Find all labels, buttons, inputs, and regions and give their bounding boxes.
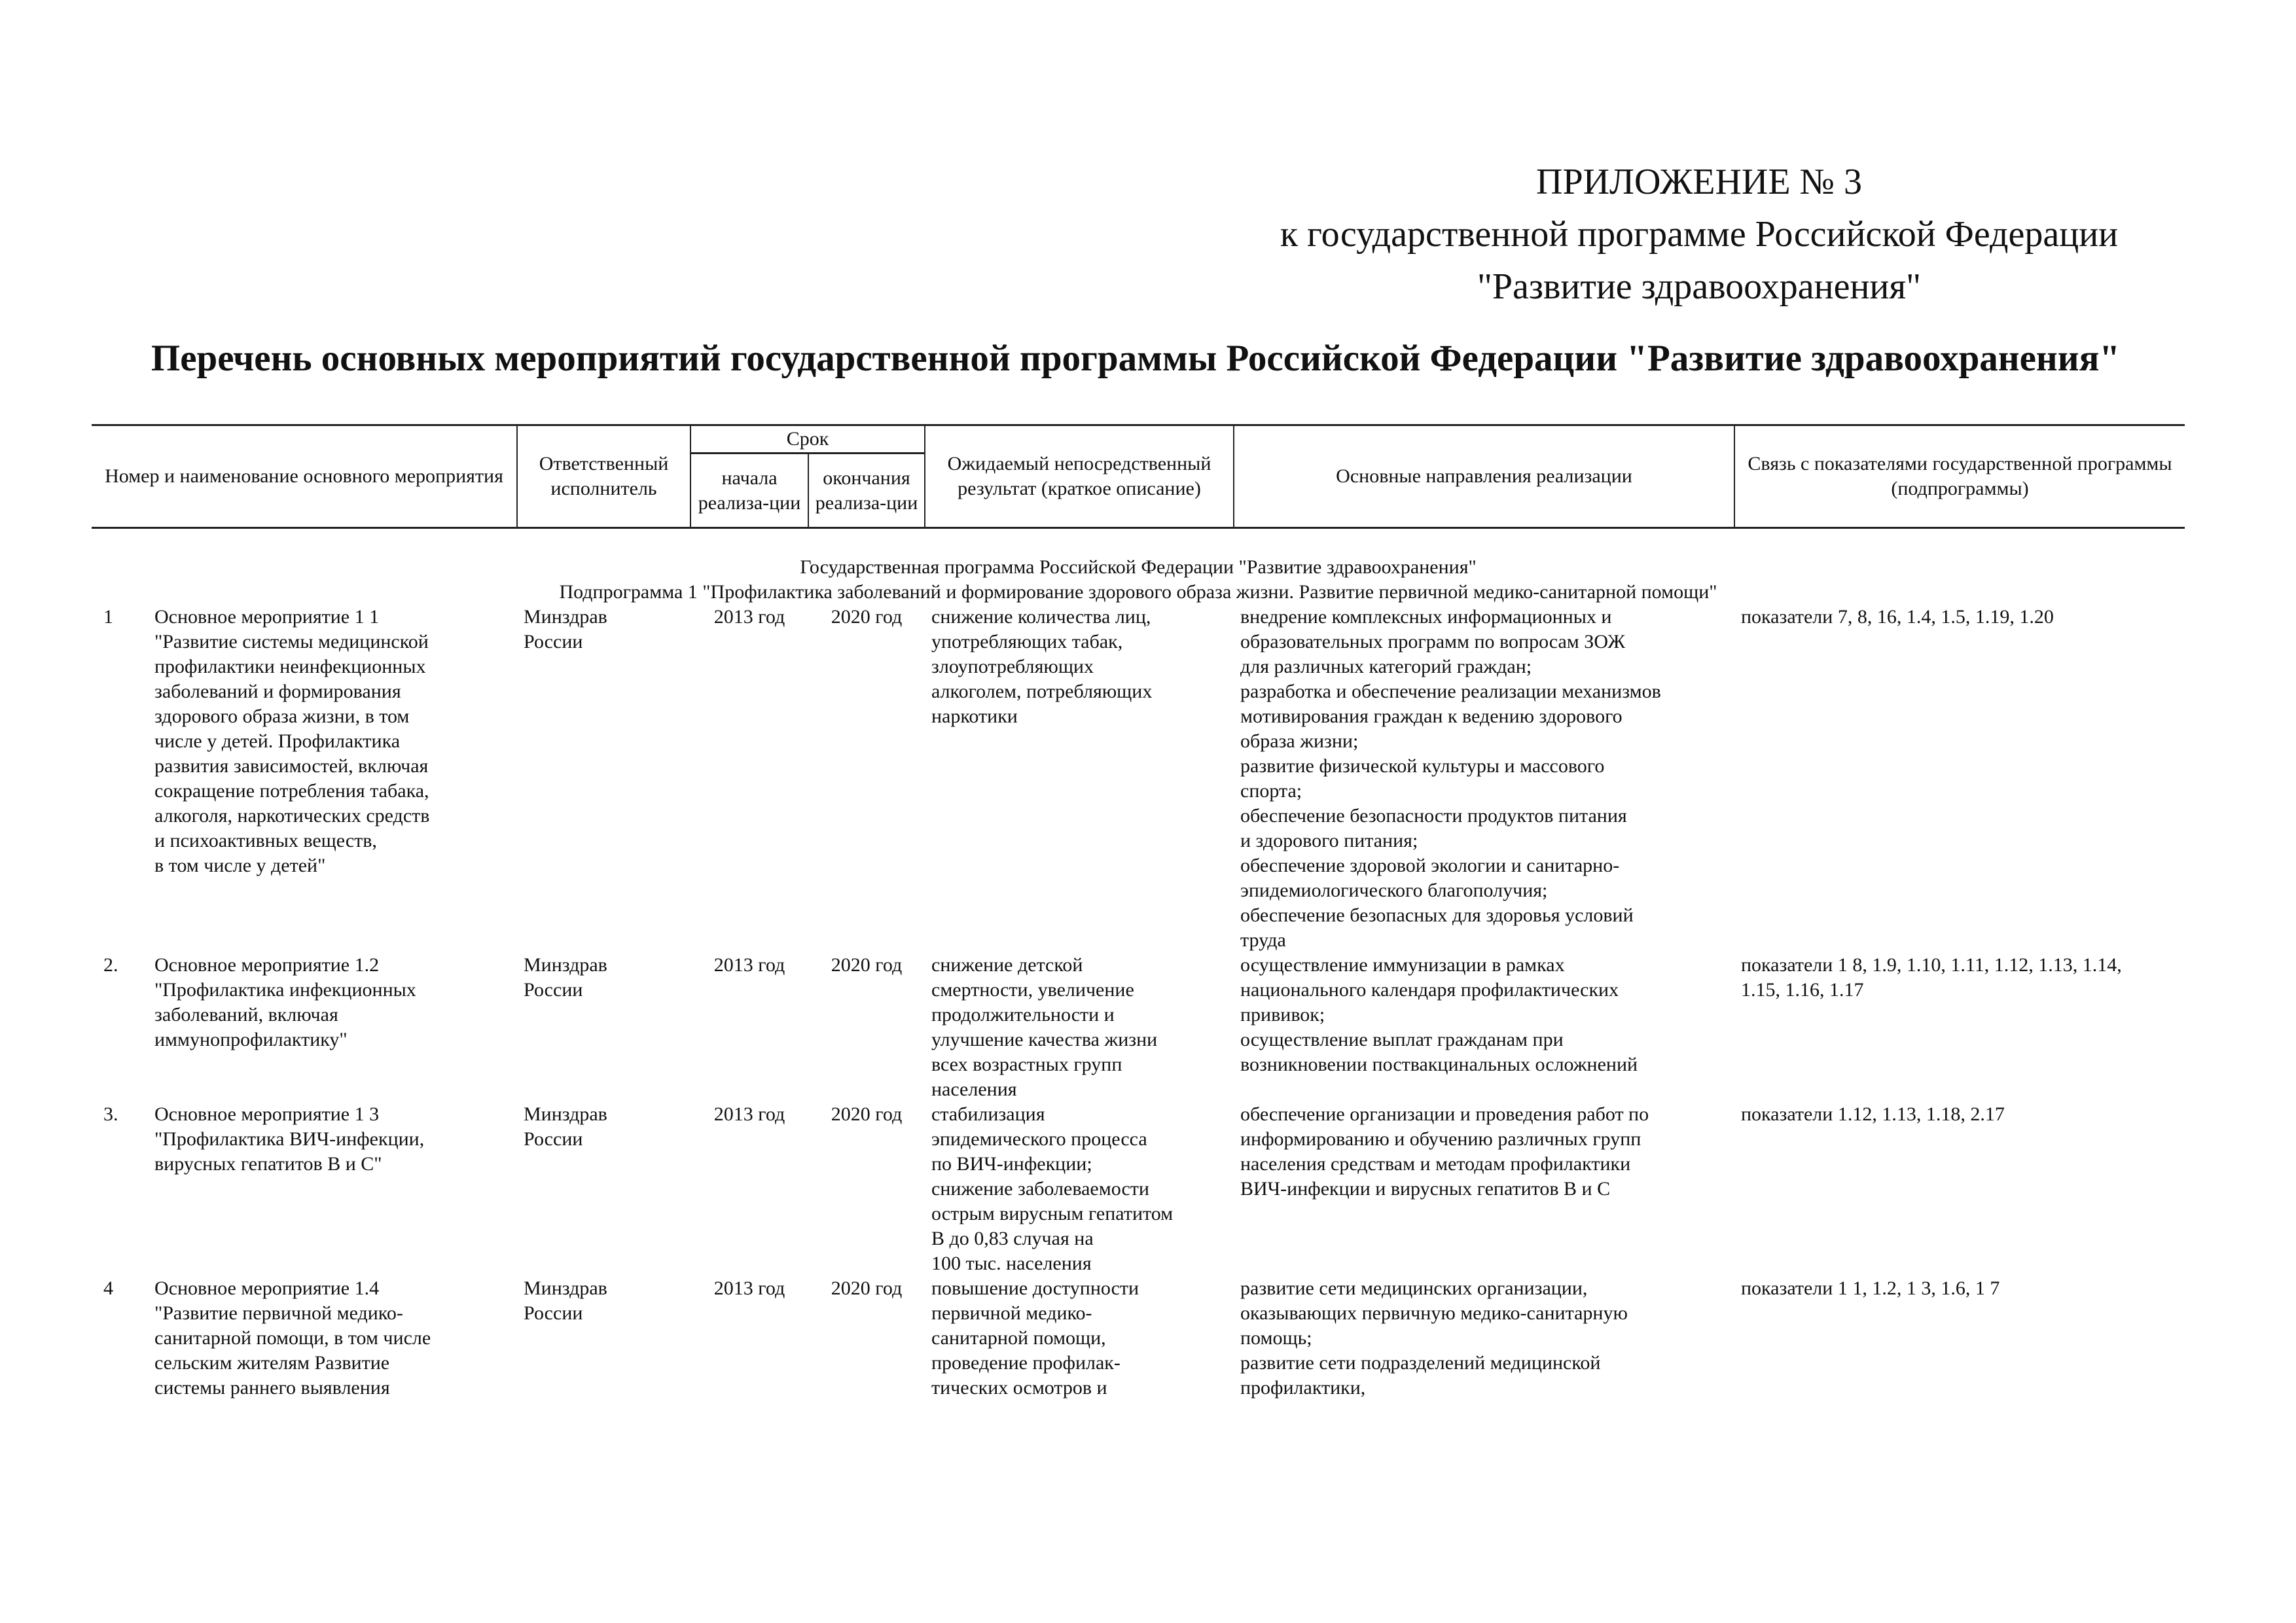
table-row: [92, 605, 2185, 953]
row-name: [92, 605, 517, 953]
table-row: [92, 1102, 2185, 1276]
table-header: [92, 425, 2185, 528]
header-link: Связь с показателями государственной программы (подпрограммы): [1734, 425, 2185, 528]
appendix-subtitle: к государственной программе Российской Федерации: [1280, 214, 2119, 255]
row-start: 2013 год: [713, 1103, 785, 1125]
row-directions: обеспечение организации и проведения работ по информированию и обучению различных групп населения средствам и методам профилактики ВИЧ-инфекции и вирусных гепатитов В и С: [1240, 1103, 1649, 1200]
row-name: [92, 953, 517, 1102]
row-result: повышение доступности первичной медико- санитарной помощи, проведение профилак- тических осмотров и: [931, 1277, 1139, 1399]
appendix-number: ПРИЛОЖЕНИЕ № 3: [1536, 162, 1862, 202]
program-title: Государственная программа Российской Федерации "Развитие здравоохранения": [800, 556, 1477, 578]
row-end: 2020 год: [831, 1103, 903, 1125]
appendix-block: [1241, 156, 2157, 313]
measures-table: [92, 424, 2185, 1400]
row-name: [92, 1102, 517, 1276]
appendix-program-name: "Развитие здравоохранения": [1477, 266, 1922, 307]
row-link: показатели 1.12, 1.13, 1.18, 2.17: [1741, 1103, 2005, 1125]
row-directions: развитие сети медицинских организации, оказывающих первичную медико-санитарную помощь; развитие сети подразделений медицинской профилактики,: [1240, 1277, 1628, 1399]
table-row: [92, 1276, 2185, 1400]
row-end: 2020 год: [831, 1277, 903, 1299]
row-link: показатели 1 8, 1.9, 1.10, 1.11, 1.12, 1.13, 1.14, 1.15, 1.16, 1.17: [1741, 954, 2122, 1001]
row-end: 2020 год: [831, 606, 903, 628]
header-directions: Основные направления реализации: [1234, 425, 1734, 528]
document-title: Перечень основных мероприятий государственной программы Российской Федерации "Развитие здравоохранения": [151, 338, 2121, 379]
row-number: 1: [103, 606, 113, 628]
row-title: Основное мероприятие 1 3 "Профилактика ВИЧ-инфекции, вирусных гепатитов В и С": [154, 1103, 425, 1175]
header-term: Срок: [691, 425, 925, 454]
header-executor: Ответственный исполнитель: [517, 425, 691, 528]
row-directions: осуществление иммунизации в рамках национального календаря профилактических прививок; осуществление выплат гражданам при возникновении поствакцинальных осложнений: [1240, 954, 1638, 1075]
row-link: показатели 7, 8, 16, 1.4, 1.5, 1.19, 1.20: [1741, 606, 2054, 628]
subprogram-row: [92, 580, 2185, 605]
row-result: снижение детской смертности, увеличение продолжительности и улучшение качества жизни всех возрастных групп населения: [931, 954, 1158, 1100]
row-start: 2013 год: [713, 1277, 785, 1299]
table-row: [92, 953, 2185, 1102]
row-executor: Минздрав России: [524, 1103, 607, 1150]
program-row: [92, 528, 2185, 580]
row-start: 2013 год: [713, 606, 785, 628]
row-end: 2020 год: [831, 954, 903, 976]
row-result: стабилизация эпидемического процесса по ВИЧ-инфекции; снижение заболеваемости острым вирусным гепатитом В до 0,83 случая на 100 тыс. населения: [931, 1103, 1174, 1274]
row-link: показатели 1 1, 1.2, 1 3, 1.6, 1 7: [1741, 1277, 2000, 1299]
row-number: 4: [103, 1277, 113, 1299]
row-start: 2013 год: [713, 954, 785, 976]
header-start: начала реализа-ции: [691, 454, 808, 528]
row-title: Основное мероприятие 1 1 "Развитие системы медицинской профилактики неинфекционных заболеваний и формирования здорового образа жизни, в том числе у детей. Профилактика развития зависимостей, включая сокращение потребления табака, алкоголя, наркотических средств и психоактивных веществ, в том числе у детей": [154, 606, 430, 876]
row-title: Основное мероприятие 1.4 "Развитие первичной медико- санитарной помощи, в том числе сельским жителям Развитие системы раннего выявления: [154, 1277, 431, 1399]
row-number: 3.: [103, 1103, 118, 1125]
row-result: снижение количества лиц, употребляющих табак, злоупотребляющих алкоголем, потребляющих наркотики: [931, 606, 1153, 727]
header-end: окончания реализа-ции: [808, 454, 925, 528]
row-executor: Минздрав России: [524, 954, 607, 1001]
row-name: [92, 1276, 517, 1400]
header-name: Номер и наименование основного мероприятия: [92, 425, 517, 528]
row-executor: Минздрав России: [524, 606, 607, 652]
row-executor: Минздрав России: [524, 1277, 607, 1324]
header-result: Ожидаемый непосредственный результат (краткое описание): [925, 425, 1234, 528]
subprogram-title: Подпрограмма 1 "Профилактика заболеваний и формирование здорового образа жизни. Развитие первичной медико-санитарной помощи": [559, 581, 1717, 603]
row-title: Основное мероприятие 1.2 "Профилактика инфекционных заболеваний, включая иммунопрофилактику": [154, 954, 416, 1050]
row-number: 2.: [103, 954, 118, 976]
row-directions: внедрение комплексных информационных и образовательных программ по вопросам ЗОЖ для различных категорий граждан; разработка и обеспечение реализации механизмов мотивирования граждан к ведению здорового образа жизни; развитие физической культуры и массового спорта; обеспечение безопасности продуктов питания и здорового питания; обеспечение здоровой экологии и санитарно- эпидемиологического благополучия; обеспечение безопасных для здоровья условий труда: [1240, 606, 1661, 951]
